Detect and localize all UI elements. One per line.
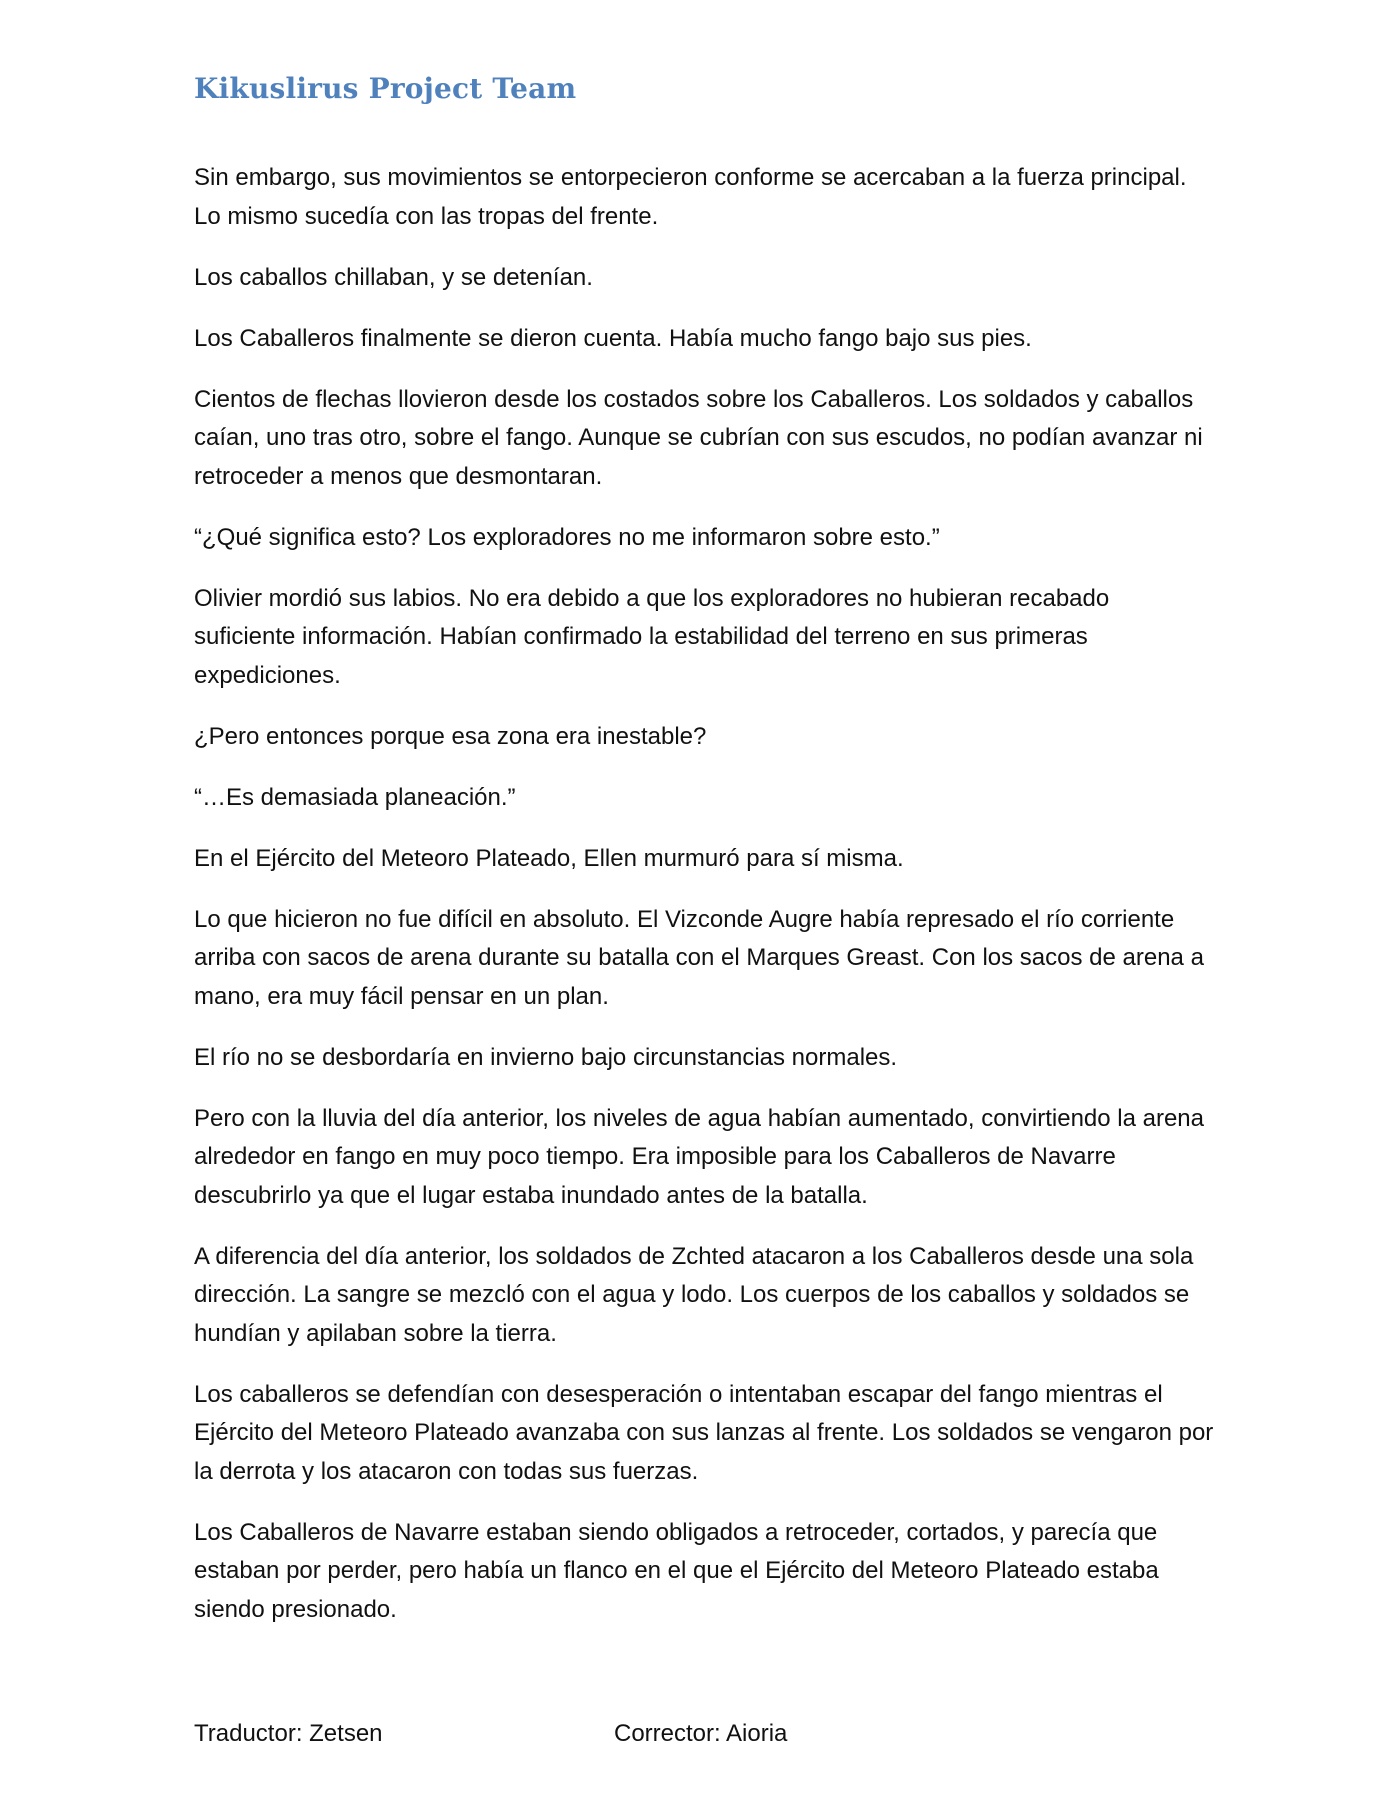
paragraph: ¿Pero entonces porque esa zona era inestable? xyxy=(194,722,707,750)
paragraph: Sin embargo, sus movimientos se entorpecieron conforme se acercaban a la fuerza principal. Lo mismo sucedía con las tropas del frente. xyxy=(194,164,1187,230)
paragraph: El río no se desbordaría en invierno bajo circunstancias normales. xyxy=(194,1043,898,1071)
paragraph: Los Caballeros finalmente se dieron cuenta. Había mucho fango bajo sus pies. xyxy=(194,324,1032,352)
paragraph: A diferencia del día anterior, los soldados de Zchted atacaron a los Caballeros desde una sola dirección. La sangre se mezcló con el agua y lodo. Los cuerpos de los caballos y soldados se hundían y apilaban sobre la tierra. xyxy=(194,1242,1194,1347)
page-header-title: Kikuslirus Project Team xyxy=(194,72,577,105)
paragraph: Cientos de flechas llovieron desde los costados sobre los Caballeros. Los soldados y caballos caían, uno tras otro, sobre el fango. Aunque se cubrían con sus escudos, no podían avanzar ni retroceder a menos que desmontaran. xyxy=(194,385,1203,490)
corrector-credit: Corrector: Aioria xyxy=(614,1720,788,1747)
paragraph: Olivier mordió sus labios. No era debido a que los exploradores no hubieran recabado suficiente información. Habían confirmado la estabilidad del terreno en sus primeras expediciones. xyxy=(194,584,1110,689)
paragraph: Lo que hicieron no fue difícil en absoluto. El Vizconde Augre había represado el río corriente arriba con sacos de arena durante su batalla con el Marques Greast. Con los sacos de arena a mano, era muy fácil pensar en un plan. xyxy=(194,905,1204,1010)
paragraph: “…Es demasiada planeación.” xyxy=(194,783,516,811)
paragraph: Los Caballeros de Navarre estaban siendo obligados a retroceder, cortados, y parecía que estaban por perder, pero había un flanco en el que el Ejército del Meteoro Plateado estaba siendo presionado. xyxy=(194,1518,1159,1623)
paragraph: Los caballeros se defendían con desesperación o intentaban escapar del fango mientras el Ejército del Meteoro Plateado avanzaba con sus lanzas al frente. Los soldados se vengaron por la derrota y los atacaron con todas sus fuerzas. xyxy=(194,1380,1214,1485)
paragraph: Los caballos chillaban, y se detenían. xyxy=(194,263,593,291)
document-body xyxy=(194,159,1214,1652)
paragraph: Pero con la lluvia del día anterior, los niveles de agua habían aumentado, convirtiendo la arena alrededor en fango en muy poco tiempo. Era imposible para los Caballeros de Navarre descubrirlo ya que el lugar estaba inundado antes de la batalla. xyxy=(194,1104,1205,1209)
paragraph: “¿Qué significa esto? Los exploradores no me informaron sobre esto.” xyxy=(194,523,940,551)
translator-credit: Traductor: Zetsen xyxy=(194,1720,383,1747)
paragraph: En el Ejército del Meteoro Plateado, Ellen murmuró para sí misma. xyxy=(194,844,904,872)
